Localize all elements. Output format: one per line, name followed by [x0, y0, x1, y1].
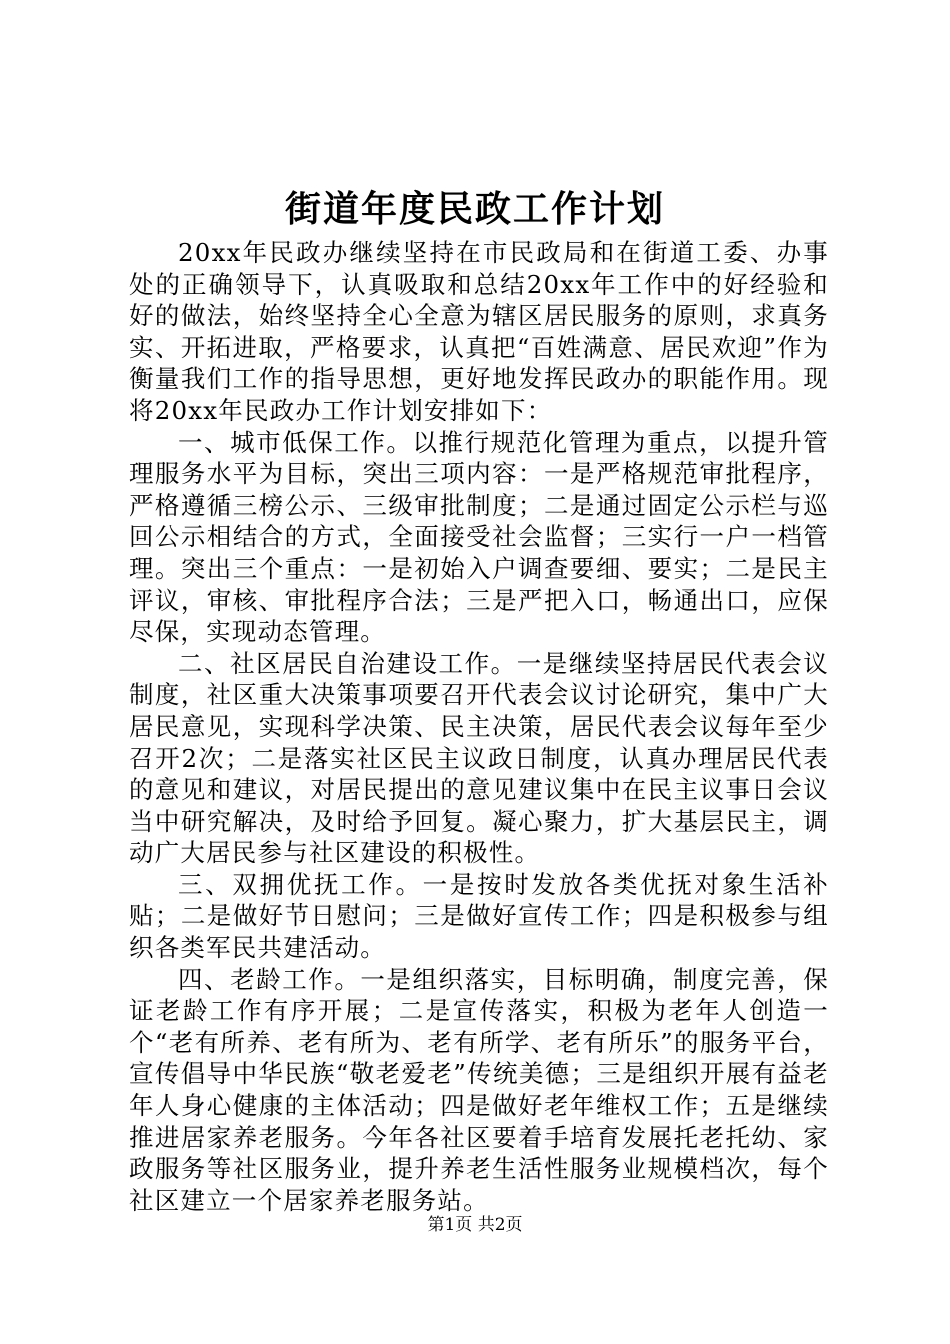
- paragraph-military-support: 三、双拥优抚工作。一是按时发放各类优抚对象生活补贴；二是做好节日慰问；三是做好宣传工作；四是积极参与组织各类军民共建活动。: [129, 869, 829, 963]
- document-title: 街道年度民政工作计划: [284, 188, 665, 230]
- paragraph-community-self-governance: 二、社区居民自治建设工作。一是继续坚持居民代表会议制度，社区重大决策事项要召开代表会议讨论研究，集中广大居民意见，实现科学决策、民主决策，居民代表会议每年至少召开2次；二是落实社区民主议政日制度，认真办理居民代表的意见和建议，对居民提出的意见建议集中在民主议事日会议当中研究解决，及时给予回复。凝心聚力，扩大基层民主，调动广大居民参与社区建设的积极性。: [129, 648, 829, 868]
- paragraph-urban-minimum-living: 一、城市低保工作。以推行规范化管理为重点，以提升管理服务水平为目标，突出三项内容：一是严格规范审批程序，严格遵循三榜公示、三级审批制度；二是通过固定公示栏与巡回公示相结合的方式，全面接受社会监督；三实行一户一档管理。突出三个重点：一是初始入户调查要细、要实；二是民主评议，审核、审批程序合法；三是严把入口，畅通出口，应保尽保，实现动态管理。: [129, 427, 829, 647]
- page-indicator: 第1页 共2页: [427, 1215, 523, 1235]
- paragraph-intro: 20xx年民政办继续坚持在市民政局和在街道工委、办事处的正确领导下，认真吸取和总结20xx年工作中的好经验和好的做法，始终坚持全心全意为辖区居民服务的原则，求真务实、开拓进取，严格要求，认真把“百姓满意、居民欢迎”作为衡量我们工作的指导思想，更好地发挥民政办的职能作用。现将20xx年民政办工作计划安排如下：: [129, 238, 829, 425]
- paragraph-elderly-work: 四、老龄工作。一是组织落实，目标明确，制度完善，保证老龄工作有序开展；二是宣传落实，积极为老年人创造一个“老有所养、老有所为、老有所学、老有所乐”的服务平台，宣传倡导中华民族“敬老爱老”传统美德；三是组织开展有益老年人身心健康的主体活动；四是做好老年维权工作；五是继续推进居家养老服务。今年各社区要着手培育发展托老托幼、家政服务等社区服务业，提升养老生活性服务业规模档次，每个社区建立一个居家养老服务站。: [129, 964, 829, 1215]
- document-body: [129, 237, 829, 1216]
